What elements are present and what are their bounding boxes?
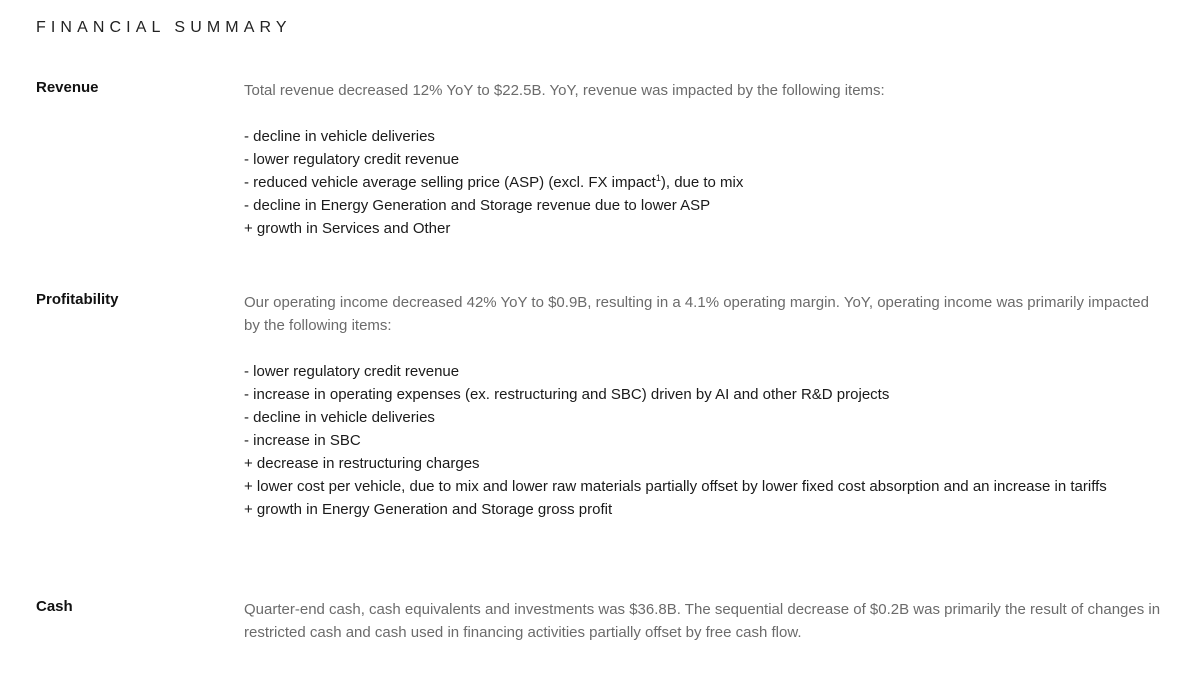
revenue-items <box>244 125 1164 240</box>
list-item: + growth in Services and Other <box>244 220 451 237</box>
footnote-marker: 1 <box>655 173 661 183</box>
list-item: - increase in operating expenses (ex. restructuring and SBC) driven by AI and other R&D projects <box>244 386 890 403</box>
list-item: - lower regulatory credit revenue <box>244 363 460 380</box>
cash-label: Cash <box>36 598 73 615</box>
revenue-section <box>244 79 1164 240</box>
list-item: + growth in Energy Generation and Storage gross profit <box>244 501 613 518</box>
cash-intro: Quarter-end cash, cash equivalents and investments was $36.8B. The sequential decrease of $0.2B was primarily the result of changes in restricted cash and cash used in financing activities partially offset by free cash flow. <box>244 601 1161 641</box>
profitability-items <box>244 360 1164 521</box>
profitability-label: Profitability <box>36 291 119 308</box>
page-title: FINANCIAL SUMMARY <box>36 19 292 36</box>
profitability-section <box>244 291 1164 521</box>
cash-section <box>244 598 1164 644</box>
list-item: + lower cost per vehicle, due to mix and lower raw materials partially offset by lower fixed cost absorption and an increase in tariffs <box>244 478 1107 495</box>
revenue-label: Revenue <box>36 79 99 96</box>
list-item: + decrease in restructuring charges <box>244 455 480 472</box>
list-item: - lower regulatory credit revenue <box>244 151 460 168</box>
profitability-intro: Our operating income decreased 42% YoY to $0.9B, resulting in a 4.1% operating margin. YoY, operating income was primarily impacted by the following items: <box>244 294 1149 334</box>
list-item: - decline in vehicle deliveries <box>244 128 435 145</box>
list-item: - increase in SBC <box>244 432 361 449</box>
list-item <box>244 171 1164 194</box>
list-item: - decline in Energy Generation and Storage revenue due to lower ASP <box>244 197 711 214</box>
revenue-intro: Total revenue decreased 12% YoY to $22.5B. YoY, revenue was impacted by the following items: <box>244 82 885 99</box>
item-text: ), due to mix <box>660 174 744 191</box>
item-text: - reduced vehicle average selling price (ASP) (excl. FX impact <box>244 174 656 191</box>
list-item: - decline in vehicle deliveries <box>244 409 435 426</box>
